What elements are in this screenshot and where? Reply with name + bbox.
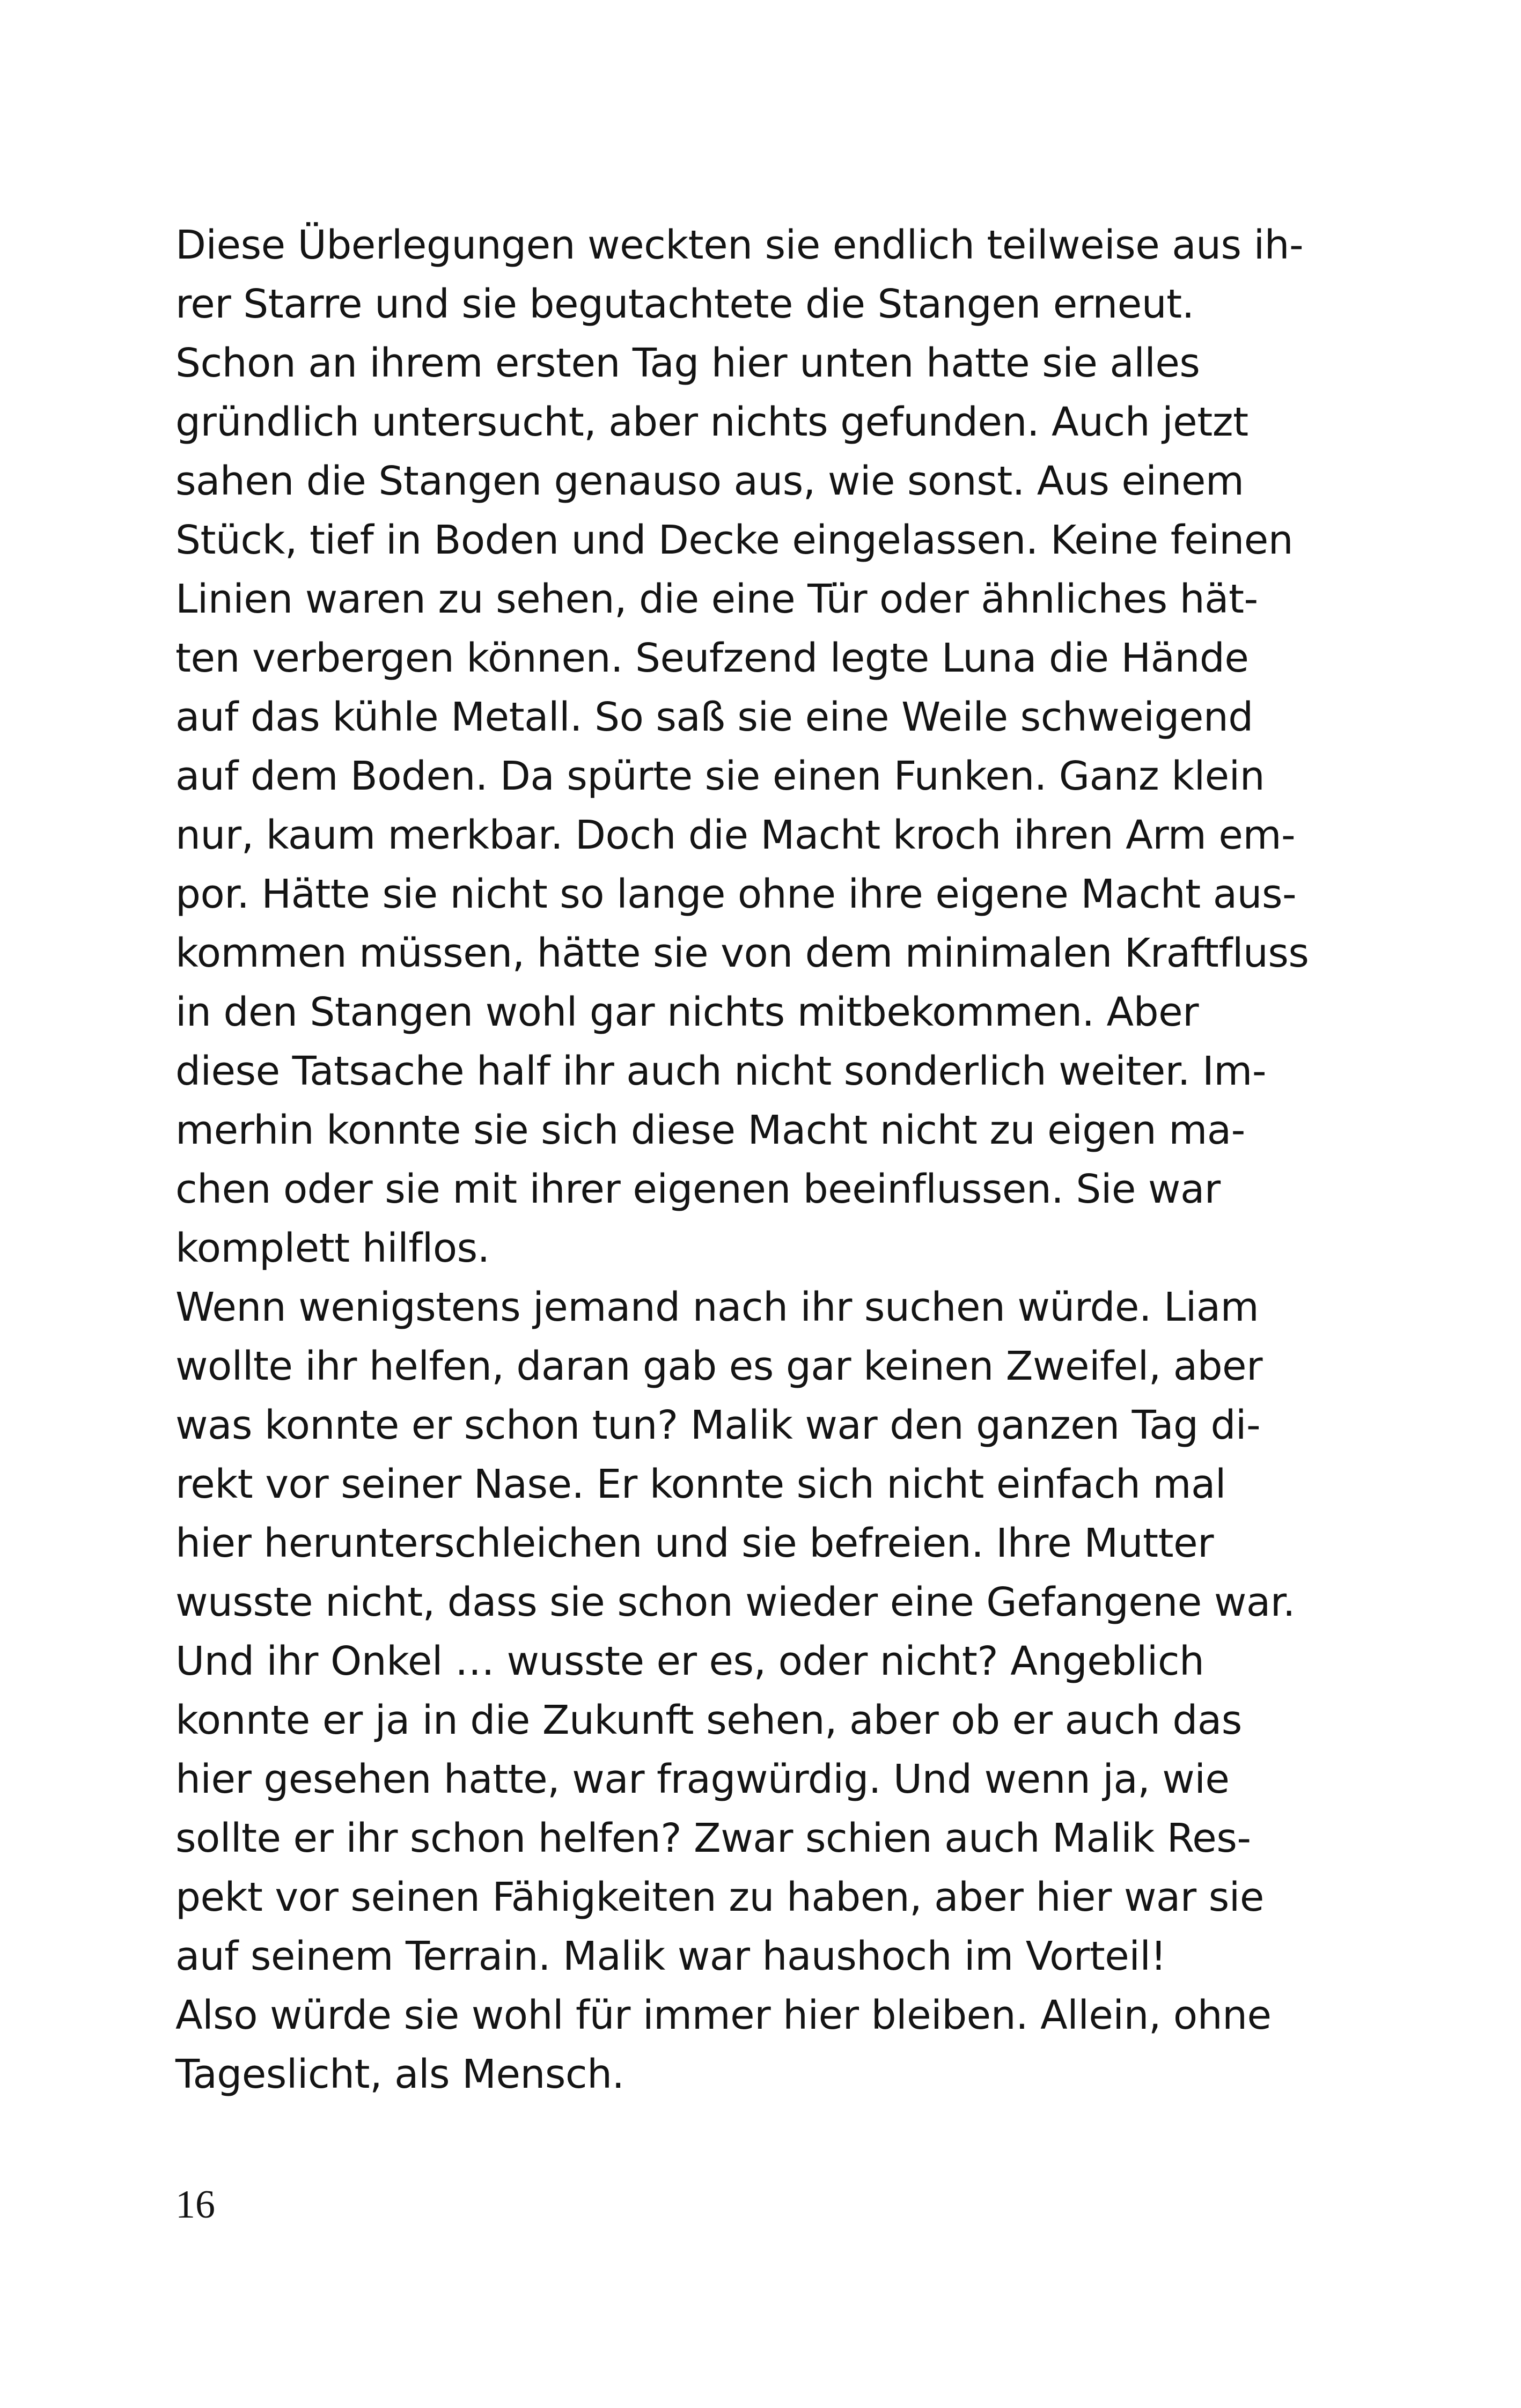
text-line: rekt vor seiner Nase. Er konnte sich nicht einfach mal: [175, 1461, 1226, 1507]
text-line: sollte er ihr schon helfen? Zwar schien auch Malik Res-: [175, 1815, 1251, 1861]
page-number: 16: [175, 2183, 215, 2227]
text-line: Schon an ihrem ersten Tag hier unten hatte sie alles: [175, 340, 1200, 386]
text-line: ten verbergen können. Seufzend legte Luna die Hände: [175, 635, 1249, 681]
text-line: wollte ihr helfen, daran gab es gar keinen Zweifel, aber: [175, 1343, 1263, 1389]
text-line: wusste nicht, dass sie schon wieder eine Gefangene war.: [175, 1579, 1295, 1625]
text-line: was konnte er schon tun? Malik war den ganzen Tag di-: [175, 1402, 1261, 1448]
text-line: gründlich untersucht, aber nichts gefunden. Auch jetzt: [175, 399, 1248, 445]
text-line: pekt vor seinen Fähigkeiten zu haben, aber hier war sie: [175, 1874, 1264, 1920]
text-line: merhin konnte sie sich diese Macht nicht zu eigen ma-: [175, 1107, 1245, 1153]
text-line: Linien waren zu sehen, die eine Tür oder ähnliches hät-: [175, 576, 1258, 622]
text-line: chen oder sie mit ihrer eigenen beeinflussen. Sie war: [175, 1166, 1221, 1212]
text-line: rer Starre und sie begutachtete die Stangen erneut.: [175, 281, 1194, 327]
text-line: nur, kaum merkbar. Doch die Macht kroch ihren Arm em-: [175, 812, 1296, 858]
body-text: [175, 216, 1345, 2104]
text-line: Also würde sie wohl für immer hier bleiben. Allein, ohne: [175, 1992, 1272, 2038]
text-line: por. Hätte sie nicht so lange ohne ihre eigene Macht aus-: [175, 871, 1297, 917]
text-line: hier herunterschleichen und sie befreien. Ihre Mutter: [175, 1520, 1214, 1566]
text-line: kommen müssen, hätte sie von dem minimalen Kraftfluss: [175, 930, 1309, 976]
text-line: Stück, tief in Boden und Decke eingelassen. Keine feinen: [175, 517, 1294, 563]
text-line: Tageslicht, als Mensch.: [175, 2051, 624, 2097]
text-line: konnte er ja in die Zukunft sehen, aber ob er auch das: [175, 1697, 1242, 1743]
text-line: auf das kühle Metall. So saß sie eine Weile schweigend: [175, 694, 1253, 740]
text-line: hier gesehen hatte, war fragwürdig. Und wenn ja, wie: [175, 1756, 1230, 1802]
text-line: auf seinem Terrain. Malik war haushoch im Vorteil!: [175, 1933, 1166, 1979]
text-line: sahen die Stangen genauso aus, wie sonst. Aus einem: [175, 458, 1244, 504]
text-line: Wenn wenigstens jemand nach ihr suchen würde. Liam: [175, 1284, 1259, 1330]
text-line: komplett hilflos.: [175, 1225, 490, 1271]
text-line: diese Tatsache half ihr auch nicht sonderlich weiter. Im-: [175, 1048, 1267, 1094]
text-line: Und ihr Onkel … wusste er es, oder nicht? Angeblich: [175, 1638, 1204, 1684]
text-line: in den Stangen wohl gar nichts mitbekommen. Aber: [175, 989, 1199, 1035]
text-line: Diese Überlegungen weckten sie endlich teilweise aus ih-: [175, 222, 1304, 268]
text-line: auf dem Boden. Da spürte sie einen Funken. Ganz klein: [175, 753, 1265, 799]
